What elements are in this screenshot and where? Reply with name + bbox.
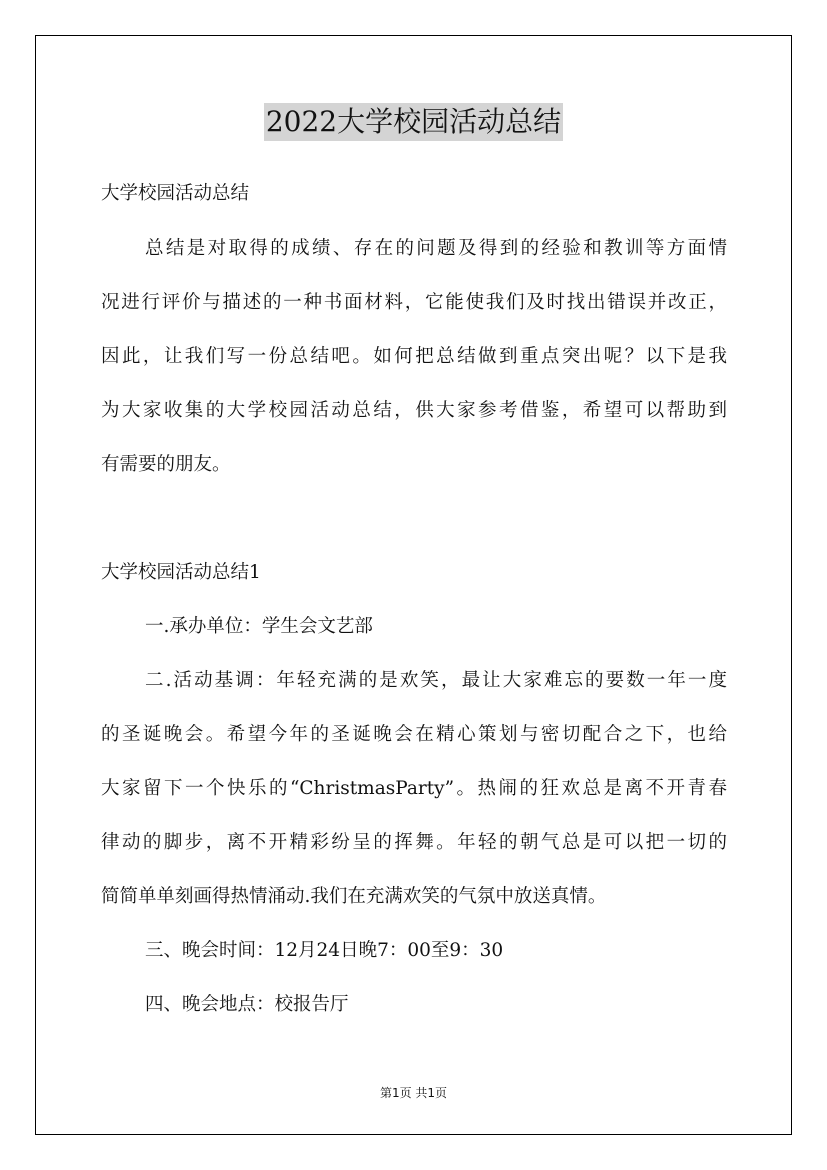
list-item-line: 简简单单刻画得热情涌动.我们在充满欢笑的气氛中放送真情。 [101, 886, 607, 907]
list-item-line: 律动的脚步，离不开精彩纷呈的挥舞。年轻的朝气总是可以把一切的 [101, 832, 727, 853]
list-item-line: 大家留下一个快乐的“ChristmasParty”。热闹的狂欢总是离不开青春 [101, 778, 727, 799]
list-item: 三、晚会时间：12月24日晚7：00至9：30 [145, 940, 504, 961]
intro-line: 有需要的朋友。 [101, 454, 231, 475]
intro-line: 况进行评价与描述的一种书面材料，它能使我们及时找出错误并改正， [101, 292, 727, 313]
section-heading: 大学校园活动总结1 [101, 562, 261, 583]
document-subtitle: 大学校园活动总结 [101, 183, 250, 204]
page-footer: 第1页 共1页 [379, 1086, 448, 1100]
intro-line: 为大家收集的大学校园活动总结，供大家参考借鉴，希望可以帮助到 [101, 400, 727, 421]
list-item: 四、晚会地点：校报告厅 [145, 994, 349, 1015]
list-item-line: 的圣诞晚会。希望今年的圣诞晚会在精心策划与密切配合之下，也给 [101, 724, 727, 745]
intro-line: 因此，让我们写一份总结吧。如何把总结做到重点突出呢？以下是我 [101, 346, 727, 367]
title-container [0, 103, 827, 141]
list-item-line: 二.活动基调：年轻充满的是欢笑，最让大家难忘的要数一年一度 [145, 670, 727, 691]
list-item: 一.承办单位：学生会文艺部 [145, 616, 373, 637]
document-title: 2022大学校园活动总结 [264, 103, 563, 141]
intro-line: 总结是对取得的成绩、存在的问题及得到的经验和教训等方面情 [145, 238, 727, 259]
